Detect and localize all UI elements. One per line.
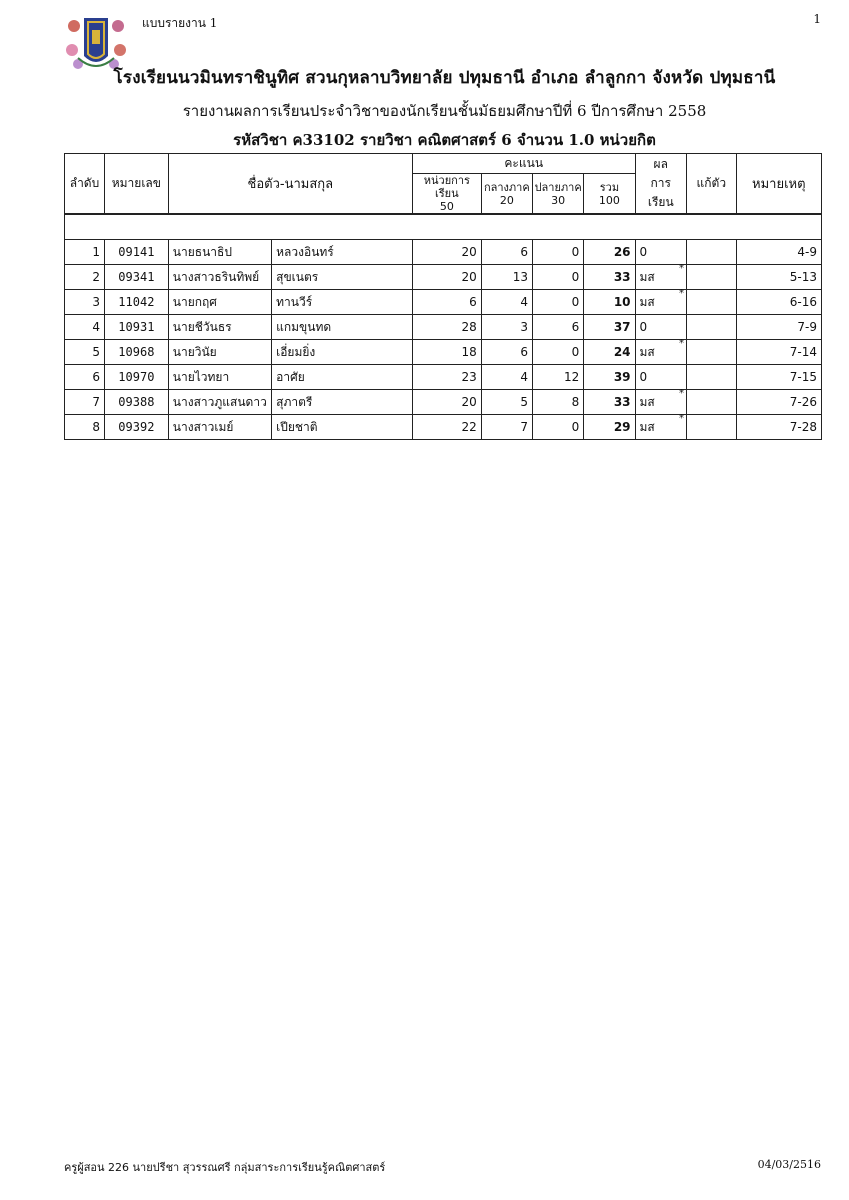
- result-value: 0: [639, 245, 648, 259]
- col-order: ลำดับ: [65, 154, 105, 215]
- student-last-name: สุภาตรี: [272, 390, 413, 415]
- col-note: หมายเหตุ: [736, 154, 821, 215]
- score-final: 0: [533, 290, 584, 315]
- school-title: โรงเรียนนวมินทราชินูทิศ สวนกุหลาบวิทยาลัย ปทุมธานี อำเภอ ลำลูกกา จังหวัด ปทุมธานี: [113, 68, 776, 88]
- col-mid-max: 20: [499, 193, 514, 207]
- row-number: 2: [65, 265, 105, 290]
- col-unit-max: 50: [439, 200, 454, 213]
- fix-score: [686, 365, 736, 390]
- row-number: 5: [65, 340, 105, 365]
- col-total-max: 100: [598, 193, 620, 207]
- student-first-name: นางสาวเมย์: [168, 415, 271, 440]
- fix-score: [686, 240, 736, 265]
- row-number: 7: [65, 390, 105, 415]
- print-date: 04/03/2516: [757, 1158, 821, 1171]
- result-value: 0: [639, 370, 648, 384]
- school-emblem-icon: [64, 12, 128, 72]
- score-mid: 13: [481, 265, 532, 290]
- student-last-name: ทานวีร์: [272, 290, 413, 315]
- table-row: [65, 365, 822, 390]
- score-total: 29: [584, 415, 635, 440]
- result: [635, 340, 686, 365]
- student-last-name: เปียชาติ: [272, 415, 413, 440]
- score-final: 8: [533, 390, 584, 415]
- result: [635, 415, 686, 440]
- fix-score: [686, 315, 736, 340]
- result-value: มส: [639, 294, 655, 309]
- student-last-name: สุขเนตร: [272, 265, 413, 290]
- student-id: 09341: [104, 265, 168, 290]
- table-row: [65, 340, 822, 365]
- result-star: *: [678, 263, 684, 274]
- result-value: มส: [639, 394, 655, 409]
- page-number: 1: [813, 12, 821, 26]
- score-mid: 6: [481, 340, 532, 365]
- note: 7-28: [736, 415, 821, 440]
- result-value: มส: [639, 344, 655, 359]
- col-final: [533, 174, 584, 215]
- student-last-name: อาศัย: [272, 365, 413, 390]
- col-result-line1: ผล: [653, 157, 668, 171]
- result: [635, 390, 686, 415]
- score-total: 33: [584, 265, 635, 290]
- teacher-footer: ครูผู้สอน 226 นายปรีชา สุวรรณศรี กลุ่มสาระการเรียนรู้คณิตศาสตร์: [64, 1161, 386, 1174]
- student-last-name: เอี่ยมยิ่ง: [272, 340, 413, 365]
- score-final: 6: [533, 315, 584, 340]
- student-first-name: นางสาวภูแสนดาว: [168, 390, 271, 415]
- score-total: 37: [584, 315, 635, 340]
- student-first-name: นายชีวันธร: [168, 315, 271, 340]
- score-total: 39: [584, 365, 635, 390]
- student-first-name: นายกฤศ: [168, 290, 271, 315]
- score-total: 26: [584, 240, 635, 265]
- note: 4-9: [736, 240, 821, 265]
- table-row: [65, 240, 822, 265]
- result: [635, 290, 686, 315]
- note: 7-14: [736, 340, 821, 365]
- score-unit: 28: [412, 315, 481, 340]
- fix-score: [686, 290, 736, 315]
- score-final: 0: [533, 240, 584, 265]
- student-id: 10970: [104, 365, 168, 390]
- note: 7-26: [736, 390, 821, 415]
- score-total: 24: [584, 340, 635, 365]
- score-unit: 23: [412, 365, 481, 390]
- col-id: หมายเลข: [104, 154, 168, 215]
- note: 6-16: [736, 290, 821, 315]
- col-result-line2: การเรียน: [647, 176, 674, 209]
- score-final: 0: [533, 265, 584, 290]
- col-final-label: ปลายภาค: [534, 180, 582, 194]
- score-unit: 18: [412, 340, 481, 365]
- col-total: [584, 174, 635, 215]
- col-final-max: 30: [551, 193, 566, 207]
- col-scores: คะแนน: [412, 154, 635, 174]
- student-id: 10931: [104, 315, 168, 340]
- note: 5-13: [736, 265, 821, 290]
- student-id: 09392: [104, 415, 168, 440]
- col-total-label: รวม: [599, 180, 620, 194]
- student-last-name: หลวงอินทร์: [272, 240, 413, 265]
- result-star: *: [678, 338, 684, 349]
- grades-table: [64, 153, 822, 440]
- result: [635, 365, 686, 390]
- result-value: มส: [639, 419, 655, 434]
- note: 7-15: [736, 365, 821, 390]
- fix-score: [686, 390, 736, 415]
- fix-score: [686, 340, 736, 365]
- row-number: 4: [65, 315, 105, 340]
- col-unit-label: หน่วยการเรียน: [423, 174, 470, 200]
- student-first-name: นายไวทยา: [168, 365, 271, 390]
- score-final: 0: [533, 415, 584, 440]
- col-result: [635, 154, 686, 215]
- result: [635, 265, 686, 290]
- result-value: 0: [639, 320, 648, 334]
- score-unit: 6: [412, 290, 481, 315]
- student-id: 11042: [104, 290, 168, 315]
- result: [635, 240, 686, 265]
- report-title: รายงานผลการเรียนประจำวิชาของนักเรียนชั้นมัธยมศึกษาปีที่ 6 ปีการศึกษา 2558: [182, 102, 707, 120]
- score-final: 0: [533, 340, 584, 365]
- col-name: ชื่อตัว-นามสกุล: [168, 154, 412, 215]
- student-first-name: นายธนาธิป: [168, 240, 271, 265]
- row-number: 3: [65, 290, 105, 315]
- col-mid-label: กลางภาค: [483, 180, 530, 194]
- student-first-name: นายวินัย: [168, 340, 271, 365]
- table-header: [65, 154, 822, 215]
- table-body: [65, 214, 822, 440]
- result-star: *: [678, 388, 684, 399]
- student-id: 09388: [104, 390, 168, 415]
- row-number: 1: [65, 240, 105, 265]
- col-fix: แก้ตัว: [686, 154, 736, 215]
- fix-score: [686, 415, 736, 440]
- score-total: 33: [584, 390, 635, 415]
- form-label: แบบรายงาน 1: [142, 16, 218, 30]
- score-mid: 4: [481, 290, 532, 315]
- score-mid: 7: [481, 415, 532, 440]
- student-id: 09141: [104, 240, 168, 265]
- table-row: [65, 265, 822, 290]
- result-value: มส: [639, 269, 655, 284]
- fix-score: [686, 265, 736, 290]
- score-unit: 20: [412, 240, 481, 265]
- score-mid: 6: [481, 240, 532, 265]
- score-mid: 3: [481, 315, 532, 340]
- score-final: 12: [533, 365, 584, 390]
- student-last-name: แกมขุนทด: [272, 315, 413, 340]
- result-star: *: [678, 288, 684, 299]
- table-row: [65, 415, 822, 440]
- row-number: 8: [65, 415, 105, 440]
- note: 7-9: [736, 315, 821, 340]
- result-star: *: [678, 413, 684, 424]
- table-row: [65, 315, 822, 340]
- score-unit: 20: [412, 390, 481, 415]
- student-first-name: นางสาวธรินทิพย์: [168, 265, 271, 290]
- row-number: 6: [65, 365, 105, 390]
- score-total: 10: [584, 290, 635, 315]
- score-unit: 20: [412, 265, 481, 290]
- score-mid: 4: [481, 365, 532, 390]
- col-mid: [481, 174, 532, 215]
- col-unit: [412, 174, 481, 215]
- student-id: 10968: [104, 340, 168, 365]
- result: [635, 315, 686, 340]
- table-row: [65, 290, 822, 315]
- subject-title: รหัสวิชา ค33102 รายวิชา คณิตศาสตร์ 6 จำนวน 1.0 หน่วยกิต: [233, 131, 656, 149]
- score-unit: 22: [412, 415, 481, 440]
- score-mid: 5: [481, 390, 532, 415]
- table-row: [65, 390, 822, 415]
